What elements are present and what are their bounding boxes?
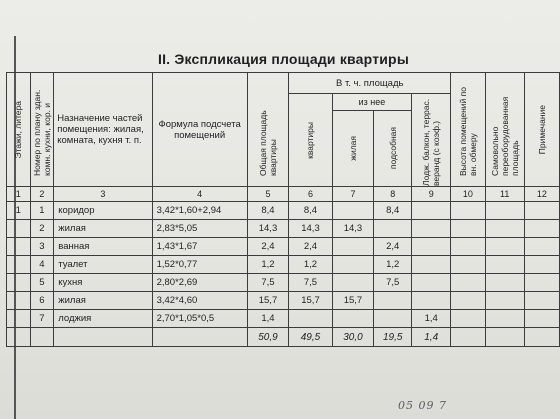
cell-room-number: 4 — [30, 256, 54, 274]
cell-apartment-area — [289, 310, 332, 328]
column-number: 12 — [524, 187, 559, 202]
cell-room-name: туалет — [54, 256, 152, 274]
header-height: Высота помещений по вн. обмеру — [457, 86, 478, 176]
header-row-1 — [7, 73, 560, 94]
cell-loggia-area — [412, 292, 451, 310]
header-group-area: В т. ч. площадь — [289, 73, 451, 94]
header-apartment: квартиры — [305, 121, 316, 159]
cell-living-area: 14,3 — [332, 220, 374, 238]
cell-room-name: жилая — [54, 220, 152, 238]
cell-empty — [485, 256, 524, 274]
total-loggia-sum: 1,4 — [412, 328, 451, 347]
cell-room-name: коридор — [54, 202, 152, 220]
header-living: жилая — [347, 135, 358, 161]
table-row — [7, 292, 560, 310]
cell-formula: 3,42*4,60 — [152, 292, 247, 310]
cell-apartment-area: 2,4 — [289, 238, 332, 256]
total-living-sum: 30,0 — [332, 328, 374, 347]
header-auxiliary: подсобная — [387, 127, 398, 170]
handwritten-date: 05 09 7 — [398, 399, 447, 412]
cell-loggia-area — [412, 238, 451, 256]
cell-formula: 2,83*5,05 — [152, 220, 247, 238]
cell-empty — [451, 256, 485, 274]
cell-empty — [451, 310, 485, 328]
cell-apartment-area: 7,5 — [289, 274, 332, 292]
cell-formula: 3,42*1,60+2,94 — [152, 202, 247, 220]
column-number: 11 — [485, 187, 524, 202]
cell-living-area — [332, 238, 374, 256]
cell-floor — [7, 256, 31, 274]
cell-floor — [7, 220, 31, 238]
column-number: 7 — [332, 187, 374, 202]
cell-room-number: 7 — [30, 310, 54, 328]
cell-empty — [485, 274, 524, 292]
cell-auxiliary-area: 2,4 — [374, 238, 412, 256]
cell-auxiliary-area: 8,4 — [374, 202, 412, 220]
column-number: 8 — [374, 187, 412, 202]
cell-auxiliary-area: 7,5 — [374, 274, 412, 292]
cell-loggia-area: 1,4 — [412, 310, 451, 328]
header-room-number: Номер по плану здан. комн. кухни, кор. и — [31, 89, 52, 176]
table-row — [7, 256, 560, 274]
column-number: 6 — [289, 187, 332, 202]
cell-room-number: 6 — [30, 292, 54, 310]
column-number: 1 — [7, 187, 31, 202]
header-total-area: Общая площадь квартиры — [257, 109, 278, 176]
cell-living-area — [332, 256, 374, 274]
table-row — [7, 202, 560, 220]
cell-floor: 1 — [7, 202, 31, 220]
header-floor: Этажи, литера — [13, 100, 24, 159]
cell-room-name: ванная — [54, 238, 152, 256]
cell-room-number: 5 — [30, 274, 54, 292]
cell-room-number: 3 — [30, 238, 54, 256]
cell-total-area: 1,4 — [247, 310, 289, 328]
cell-room-number: 2 — [30, 220, 54, 238]
cell-apartment-area: 15,7 — [289, 292, 332, 310]
cell-living-area: 15,7 — [332, 292, 374, 310]
total-auxiliary-sum: 19,5 — [374, 328, 412, 347]
cell-empty — [485, 202, 524, 220]
cell-formula: 1,43*1,67 — [152, 238, 247, 256]
table-row — [7, 238, 560, 256]
cell-formula: 2,70*1,05*0,5 — [152, 310, 247, 328]
cell-room-number: 1 — [30, 202, 54, 220]
header-formula: Формула подсчета помещений — [152, 73, 247, 187]
header-unauthorized-area: Самовольно переоборудованная площадь — [489, 96, 520, 176]
cell-auxiliary-area: 1,2 — [374, 256, 412, 274]
cell-formula: 2,80*2,69 — [152, 274, 247, 292]
cell-apartment-area: 14,3 — [289, 220, 332, 238]
column-number: 5 — [247, 187, 289, 202]
cell-empty — [451, 274, 485, 292]
cell-auxiliary-area — [374, 292, 412, 310]
column-number: 9 — [412, 187, 451, 202]
explication-table — [6, 72, 560, 347]
cell-empty — [451, 238, 485, 256]
cell-apartment-area: 1,2 — [289, 256, 332, 274]
cell-total-area: 2,4 — [247, 238, 289, 256]
column-number-row — [7, 187, 560, 202]
column-number: 4 — [152, 187, 247, 202]
total-apartment-sum: 49,5 — [289, 328, 332, 347]
cell-empty — [524, 292, 559, 310]
cell-living-area — [332, 274, 374, 292]
cell-empty — [485, 310, 524, 328]
cell-room-name: жилая — [54, 292, 152, 310]
cell-empty — [451, 292, 485, 310]
cell-loggia-area — [412, 274, 451, 292]
cell-floor — [7, 310, 31, 328]
header-subgroup: из нее — [332, 94, 412, 111]
cell-empty — [451, 202, 485, 220]
total-area-sum: 50,9 — [247, 328, 289, 347]
cell-total-area: 15,7 — [247, 292, 289, 310]
cell-total-area: 1,2 — [247, 256, 289, 274]
table-row — [7, 310, 560, 328]
cell-total-area: 8,4 — [247, 202, 289, 220]
cell-living-area — [332, 310, 374, 328]
table-row — [7, 274, 560, 292]
cell-room-name: лоджия — [54, 310, 152, 328]
cell-empty — [524, 256, 559, 274]
cell-empty — [485, 238, 524, 256]
column-number: 2 — [30, 187, 54, 202]
cell-empty — [524, 238, 559, 256]
cell-living-area — [332, 202, 374, 220]
cell-room-name: кухня — [54, 274, 152, 292]
cell-empty — [524, 220, 559, 238]
table-row — [7, 220, 560, 238]
cell-empty — [524, 202, 559, 220]
column-number: 10 — [451, 187, 485, 202]
totals-row — [7, 328, 560, 347]
cell-total-area: 14,3 — [247, 220, 289, 238]
column-number: 3 — [54, 187, 152, 202]
cell-floor — [7, 238, 31, 256]
cell-loggia-area — [412, 220, 451, 238]
page-title: II. Экспликация площади квартиры — [158, 51, 409, 67]
cell-total-area: 7,5 — [247, 274, 289, 292]
cell-loggia-area — [412, 202, 451, 220]
cell-apartment-area: 8,4 — [289, 202, 332, 220]
header-loggia: Лодж. балкон, террас. веранд (с коэф.) — [421, 98, 442, 186]
cell-auxiliary-area — [374, 220, 412, 238]
header-purpose: Назначение частей помещения: жилая, комната, кухня т. п. — [54, 73, 152, 187]
cell-empty — [524, 310, 559, 328]
header-note: Примечание — [536, 104, 547, 155]
cell-empty — [485, 292, 524, 310]
cell-floor — [7, 292, 31, 310]
cell-empty — [485, 220, 524, 238]
cell-auxiliary-area — [374, 310, 412, 328]
cell-empty — [524, 274, 559, 292]
cell-loggia-area — [412, 256, 451, 274]
cell-empty — [451, 220, 485, 238]
cell-floor — [7, 274, 31, 292]
cell-formula: 1,52*0,77 — [152, 256, 247, 274]
